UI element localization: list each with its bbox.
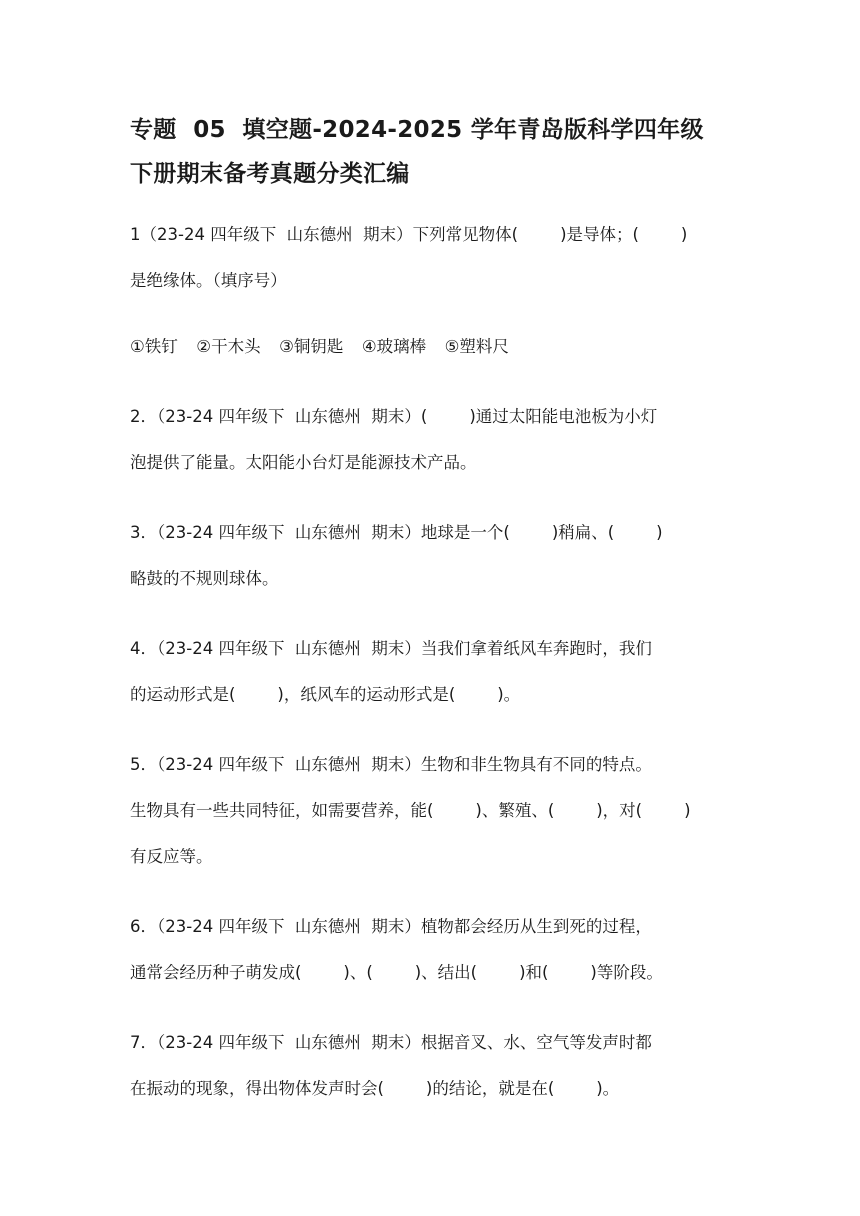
question-7-line-2: 在振动的现象，得出物体发声时会( )的结论，就是在( )。 <box>130 1079 620 1098</box>
question-7-line-1: 7．（23-24 四年级下 山东德州 期末）根据音叉、水、空气等发声时都 <box>130 1033 652 1052</box>
question-5 <box>130 742 732 880</box>
question-5-line-2: 生物具有一些共同特征，如需要营养，能( )、繁殖、( )，对( ) <box>130 801 691 820</box>
question-3-line-1: 3．（23-24 四年级下 山东德州 期末）地球是一个( )稍扁、( ) <box>130 523 663 542</box>
question-3-line-2: 略鼓的不规则球体。 <box>130 569 279 588</box>
title-line-1: 专题 05 填空题-2024-2025 学年青岛版科学四年级 <box>130 117 704 143</box>
question-2 <box>130 394 732 486</box>
question-1-options: ①铁钉 ②干木头 ③铜钥匙 ④玻璃棒 ⑤塑料尺 <box>130 337 509 356</box>
question-6-line-2: 通常会经历种子萌发成( )、( )、结出( )和( )等阶段。 <box>130 963 663 982</box>
document-page <box>130 108 732 1136</box>
title-line-2: 下册期末备考真题分类汇编 <box>130 161 410 187</box>
question-6 <box>130 904 732 996</box>
question-1 <box>130 212 732 304</box>
document-title <box>130 108 732 196</box>
question-2-line-1: 2．（23-24 四年级下 山东德州 期末）( )通过太阳能电池板为小灯 <box>130 407 658 426</box>
question-6-line-1: 6．（23-24 四年级下 山东德州 期末）植物都会经历从生到死的过程， <box>130 917 652 936</box>
question-4 <box>130 626 732 718</box>
question-5-line-1: 5．（23-24 四年级下 山东德州 期末）生物和非生物具有不同的特点。 <box>130 755 652 774</box>
question-7 <box>130 1020 732 1112</box>
question-1-line-1: 1（23-24 四年级下 山东德州 期末）下列常见物体( )是导体；( ) <box>130 225 688 244</box>
question-1-line-2: 是绝缘体。（填序号） <box>130 271 287 290</box>
question-4-line-2: 的运动形式是( )，纸风车的运动形式是( )。 <box>130 685 521 704</box>
question-4-line-1: 4．（23-24 四年级下 山东德州 期末）当我们拿着纸风车奔跑时，我们 <box>130 639 652 658</box>
question-5-line-3: 有反应等。 <box>130 847 213 866</box>
question-3 <box>130 510 732 602</box>
question-2-line-2: 泡提供了能量。太阳能小台灯是能源技术产品。 <box>130 453 477 472</box>
